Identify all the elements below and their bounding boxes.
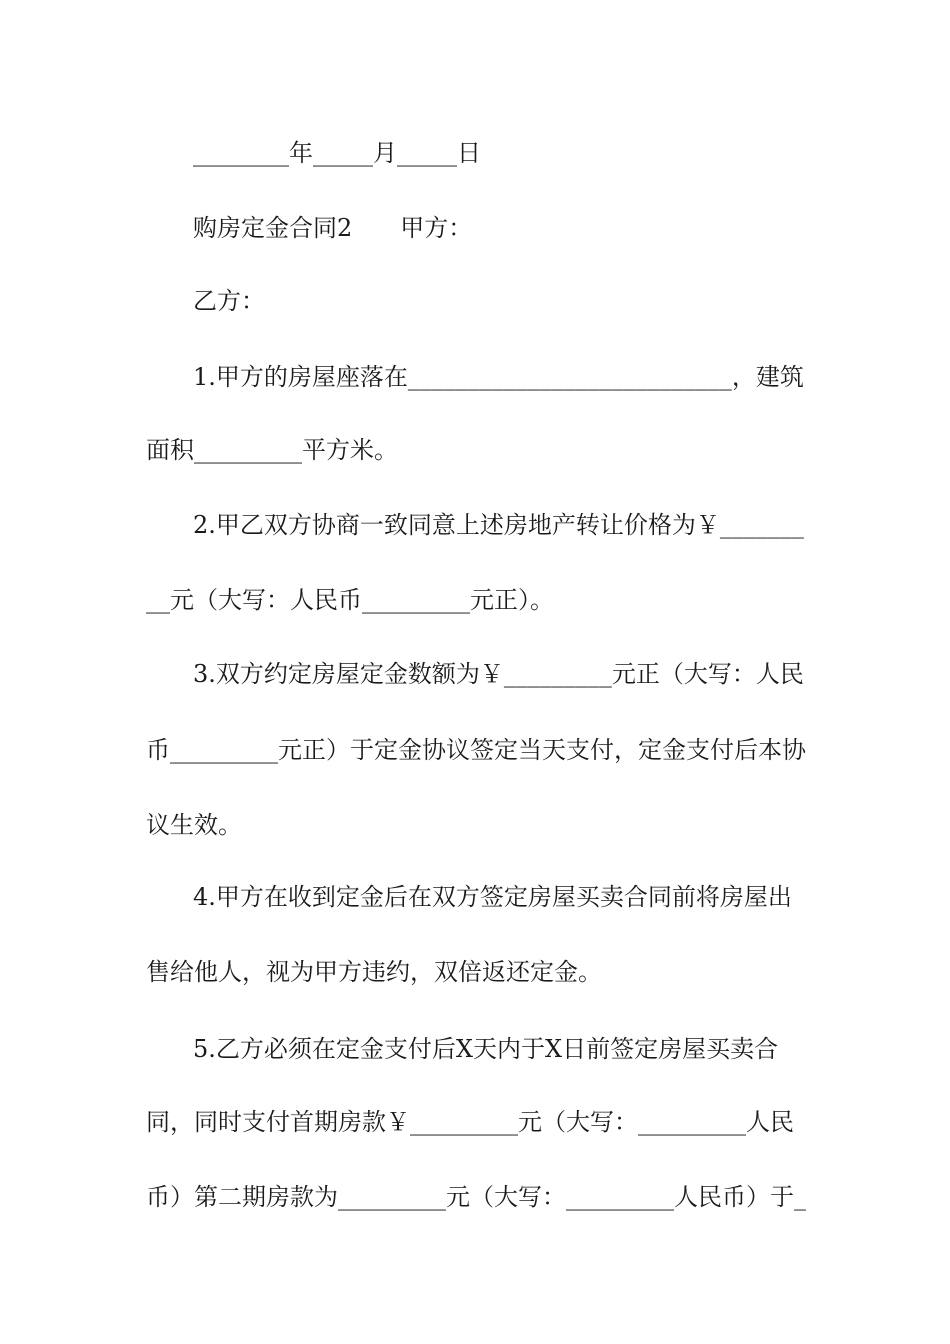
clause-1-line-1: 1.甲方的房屋座落在___________________________，建筑 bbox=[193, 363, 804, 391]
clause-5-line-3: 币）第二期房款为_________元（大写：_________人民币）于_ bbox=[146, 1183, 806, 1211]
clause-4-line-1: 4.甲方在收到定金后在双方签定房屋买卖合同前将房屋出 bbox=[193, 883, 792, 911]
contract-title-line: 购房定金合同2 甲方： bbox=[193, 214, 473, 242]
clause-5-line-1: 5.乙方必须在定金支付后X天内于X日前签定房屋买卖合 bbox=[193, 1035, 779, 1063]
date-line: ________年_____月_____日 bbox=[193, 139, 481, 167]
clause-3-line-2: 币_________元正）于定金协议签定当天支付，定金支付后本协 bbox=[146, 736, 806, 764]
clause-5-line-2: 同，同时支付首期房款￥_________元（大写：_________人民 bbox=[146, 1108, 794, 1136]
clause-3-line-1: 3.双方约定房屋定金数额为￥_________元正（大写：人民 bbox=[193, 660, 804, 688]
clause-4-line-2: 售给他人，视为甲方违约，双倍返还定金。 bbox=[146, 958, 602, 986]
party-b-line: 乙方： bbox=[193, 287, 265, 315]
clause-1-line-2: 面积_________平方米。 bbox=[146, 436, 398, 464]
clause-2-line-1: 2.甲乙双方协商一致同意上述房地产转让价格为￥_______ bbox=[193, 511, 804, 539]
clause-2-line-2: __元（大写：人民币_________元正）。 bbox=[146, 586, 554, 614]
clause-3-line-3: 议生效。 bbox=[146, 811, 242, 839]
